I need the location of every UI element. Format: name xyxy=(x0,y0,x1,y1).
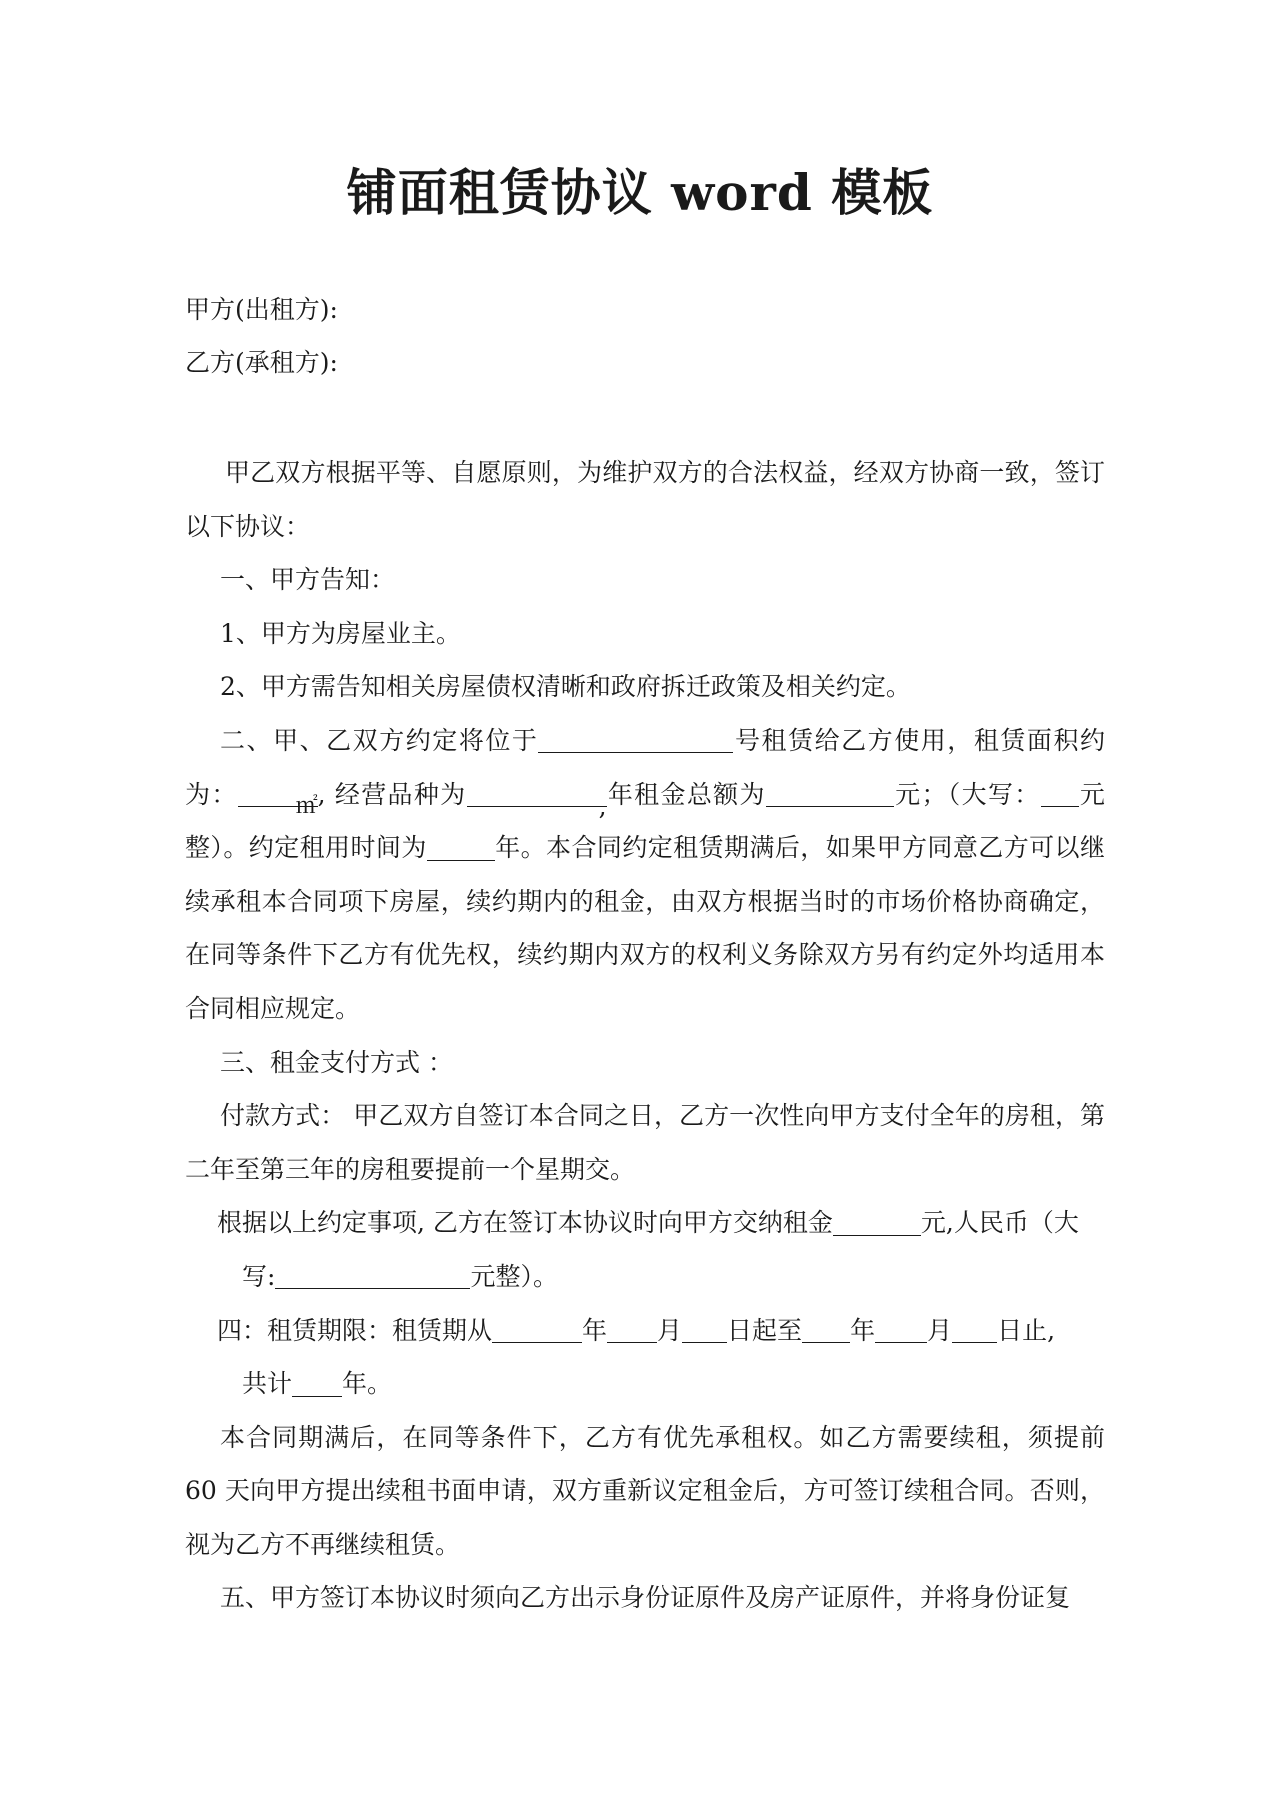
end-year-blank xyxy=(802,1316,850,1343)
deposit-uppercase-blank xyxy=(275,1262,470,1289)
section-3-heading: 三、租金支付方式 ： xyxy=(220,1047,453,1077)
business-type-blank: , xyxy=(467,780,607,807)
section-5-paragraph: 五、甲方签订本协议时须向乙方出示身份证原件及房产证原件，并将身份证复 xyxy=(220,1583,1071,1613)
party-a-label: 甲方(出租方): xyxy=(185,295,338,324)
section-1-heading: 一、甲方告知： xyxy=(220,565,396,595)
contract-body xyxy=(185,446,1105,1625)
party-b-label: 乙方(承租方): xyxy=(185,348,338,377)
payment-method-paragraph: 付款方式： 甲乙双方自签订本合同之日，乙方一次性向甲方支付全年的房租，第二年至第三年的房租要提前一个星期交。 xyxy=(185,1101,1105,1184)
term-years-blank xyxy=(427,833,495,860)
start-month-blank xyxy=(607,1316,657,1343)
intro-paragraph: 甲乙双方根据平等、自愿原则，为维护双方的合法权益，经双方协商一致，签订以下协议： xyxy=(185,458,1105,541)
section-4-paragraph: 四：租赁期限：租赁期从 年 月 日起至 年 月 日止, 共计 年。 xyxy=(217,1315,1056,1399)
rent-uppercase-blank xyxy=(1041,780,1079,807)
section-1-item-1: 1、甲方为房屋业主。 xyxy=(220,618,461,648)
section-1-item-2: 2、甲方需告知相关房屋债权清晰和政府拆迁政策及相关约定。 xyxy=(220,672,911,702)
renewal-paragraph: 本合同期满后，在同等条件下，乙方有优先承租权。如乙方需要续租，须提前 60 天向甲方提出续租书面申请，双方重新议定租金后，方可签订续租合同。否则，视为乙方不再继续租赁。 xyxy=(185,1422,1105,1559)
location-blank xyxy=(538,726,733,753)
section-2-paragraph: 二、甲、乙双方约定将位于 号租赁给乙方使用，租赁面积约为： ㎡ , 经营品种为 , 年租金总额为 元；（大写： 元整）。约定租用时间为 年。本合同约定租赁期满后，如果甲方同意乙方可以继续承租本合同项下房屋，续约期内的租金，由双方根据当时的市场价格协商确定，在同等条件下乙方有优先权，续约期内双方的权利义务除双方另有约定外均适用本合同相应规定。 xyxy=(185,725,1105,1023)
total-years-blank xyxy=(292,1369,342,1396)
end-day-blank xyxy=(952,1316,997,1343)
document-title: 铺面租赁协议 word 模板 xyxy=(346,163,934,222)
deposit-amount-blank xyxy=(833,1209,921,1236)
area-blank: ㎡ xyxy=(238,780,318,807)
start-year-blank xyxy=(492,1316,582,1343)
annual-rent-blank xyxy=(766,780,894,807)
end-month-blank xyxy=(875,1316,927,1343)
start-day-blank xyxy=(682,1316,727,1343)
deposit-paragraph: 根据以上约定事项, 乙方在签订本协议时向甲方交纳租金 元,人民币（大 写: 元整）。 xyxy=(217,1208,1079,1291)
